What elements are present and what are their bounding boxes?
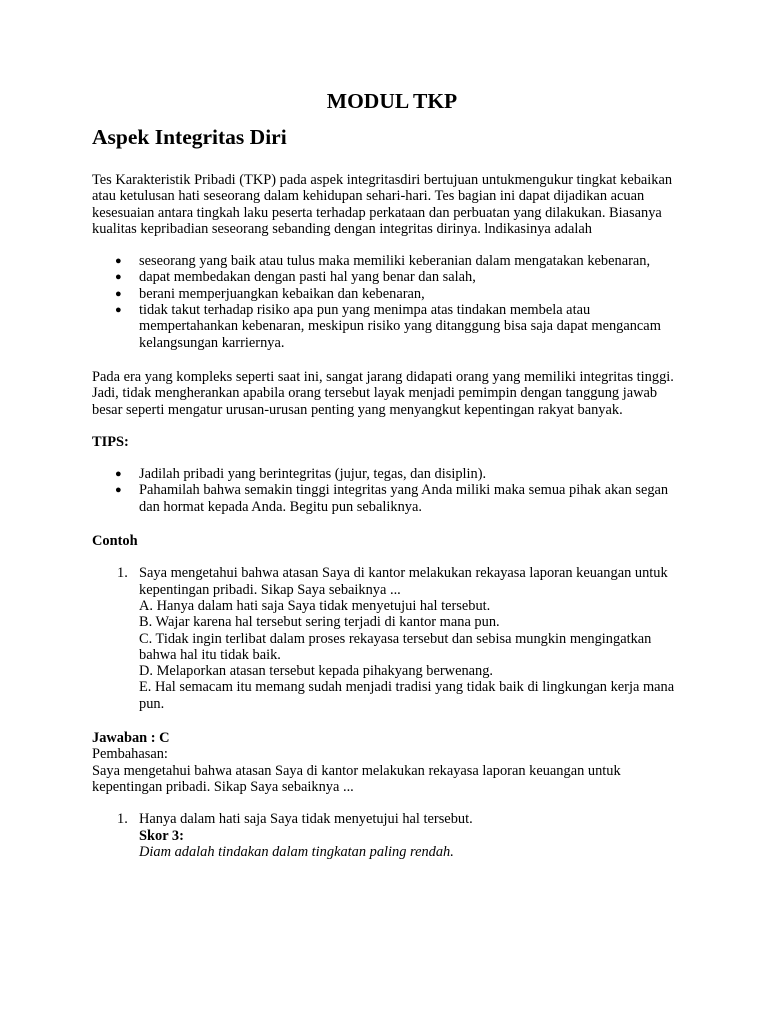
tips-heading: TIPS: bbox=[92, 433, 129, 450]
score-note: Diam adalah tindakan dalam tingkatan paling rendah. bbox=[139, 843, 454, 860]
bullet-icon: ● bbox=[115, 271, 122, 284]
scored-option-number: 1. bbox=[117, 811, 128, 828]
list-item bbox=[115, 466, 684, 483]
list-item bbox=[115, 285, 684, 302]
list-item-text: berani memperjuangkan kebaikan dan kebenaran, bbox=[139, 285, 425, 302]
scored-option-list bbox=[92, 811, 684, 860]
list-item-text: tidak takut terhadap risiko apa pun yang menimpa atas tindakan membela atau mempertahankan kebenaran, meskipun risiko yang ditanggung bisa saja dapat mengancam kelangsungan karriernya. bbox=[139, 302, 661, 351]
bullet-icon: ● bbox=[115, 255, 122, 268]
intro-paragraph: Tes Karakteristik Pribadi (TKP) pada aspek integritasdiri bertujuan untukmengukur tingkat kebaikan atau ketulusan hati seseorang dalam kehidupan sehari-hari. Tes bagian ini dapat dijadikan acuan kesesuaian antara tingkah laku peserta terhadap perkataan dan perbuatan yang dilakukan. Biasanya kualitas kepribadian seseorang sebanding dengan integritas dirinya. lndikasinya adalah bbox=[92, 172, 673, 237]
example-heading: Contoh bbox=[92, 533, 138, 550]
question-item bbox=[117, 565, 684, 712]
section-title: Aspek Integritas Diri bbox=[92, 125, 287, 149]
bullet-icon: ● bbox=[115, 484, 122, 497]
list-item-text: Jadilah pribadi yang berintegritas (jujur, tegas, dan disiplin). bbox=[139, 466, 487, 483]
scored-option-item bbox=[117, 811, 684, 860]
list-item bbox=[115, 269, 684, 286]
tips-list bbox=[92, 466, 684, 515]
score-label: Skor 3: bbox=[139, 827, 184, 844]
answer-option: E. Hal semacam itu memang sudah menjadi tradisi yang tidak baik di lingkungan kerja mana pun. bbox=[139, 679, 675, 712]
bullet-icon: ● bbox=[115, 468, 122, 481]
answer-option: A. Hanya dalam hati saja Saya tidak menyetujui hal tersebut. bbox=[139, 597, 491, 614]
list-item bbox=[115, 302, 684, 351]
question-list bbox=[92, 565, 684, 712]
bullet-icon: ● bbox=[115, 304, 122, 317]
discussion-label: Pembahasan: bbox=[92, 746, 168, 763]
list-item bbox=[115, 482, 684, 515]
list-item-text: dapat membedakan dengan pasti hal yang benar dan salah, bbox=[139, 269, 476, 286]
list-item-text: seseorang yang baik atau tulus maka memiliki keberanian dalam mengatakan kebenaran, bbox=[139, 253, 651, 270]
answer-label: Jawaban : C bbox=[92, 730, 170, 747]
answer-option: C. Tidak ingin terlibat dalam proses rekayasa tersebut dan sebisa mungkin mengingatkan bahwa hal itu tidak baik. bbox=[139, 630, 652, 663]
era-paragraph: Pada era yang kompleks seperti saat ini, sangat jarang didapati orang yang memiliki integritas tinggi. Jadi, tidak mengherankan apabila orang tersebut layak menjadi pemimpin dengan tanggung jawab besar seperti mengatur urusan-urusan penting yang menyangkut kepentingan rakyat banyak. bbox=[92, 368, 674, 418]
page-title: MODUL TKP bbox=[326, 89, 458, 113]
indicator-list bbox=[92, 253, 684, 351]
list-item-text: Pahamilah bahwa semakin tinggi integritas yang Anda miliki maka semua pihak akan segan dan hormat kepada Anda. Begitu pun sebaliknya. bbox=[139, 482, 669, 515]
list-item bbox=[115, 253, 684, 270]
question-stem: Saya mengetahui bahwa atasan Saya di kantor melakukan rekayasa laporan keuangan untuk kepentingan pribadi. Sikap Saya sebaiknya ... bbox=[139, 565, 668, 598]
question-number: 1. bbox=[117, 565, 128, 582]
answer-option: B. Wajar karena hal tersebut sering terjadi di kantor mana pun. bbox=[139, 614, 500, 631]
scored-option-text: Hanya dalam hati saja Saya tidak menyetujui hal tersebut. bbox=[139, 811, 473, 828]
answer-option: D. Melaporkan atasan tersebut kepada pihakyang berwenang. bbox=[139, 663, 494, 680]
discussion-text: Saya mengetahui bahwa atasan Saya di kantor melakukan rekayasa laporan keuangan untuk kepentingan pribadi. Sikap Saya sebaiknya ... bbox=[92, 762, 621, 795]
bullet-icon: ● bbox=[115, 287, 122, 300]
document-page bbox=[92, 88, 684, 878]
